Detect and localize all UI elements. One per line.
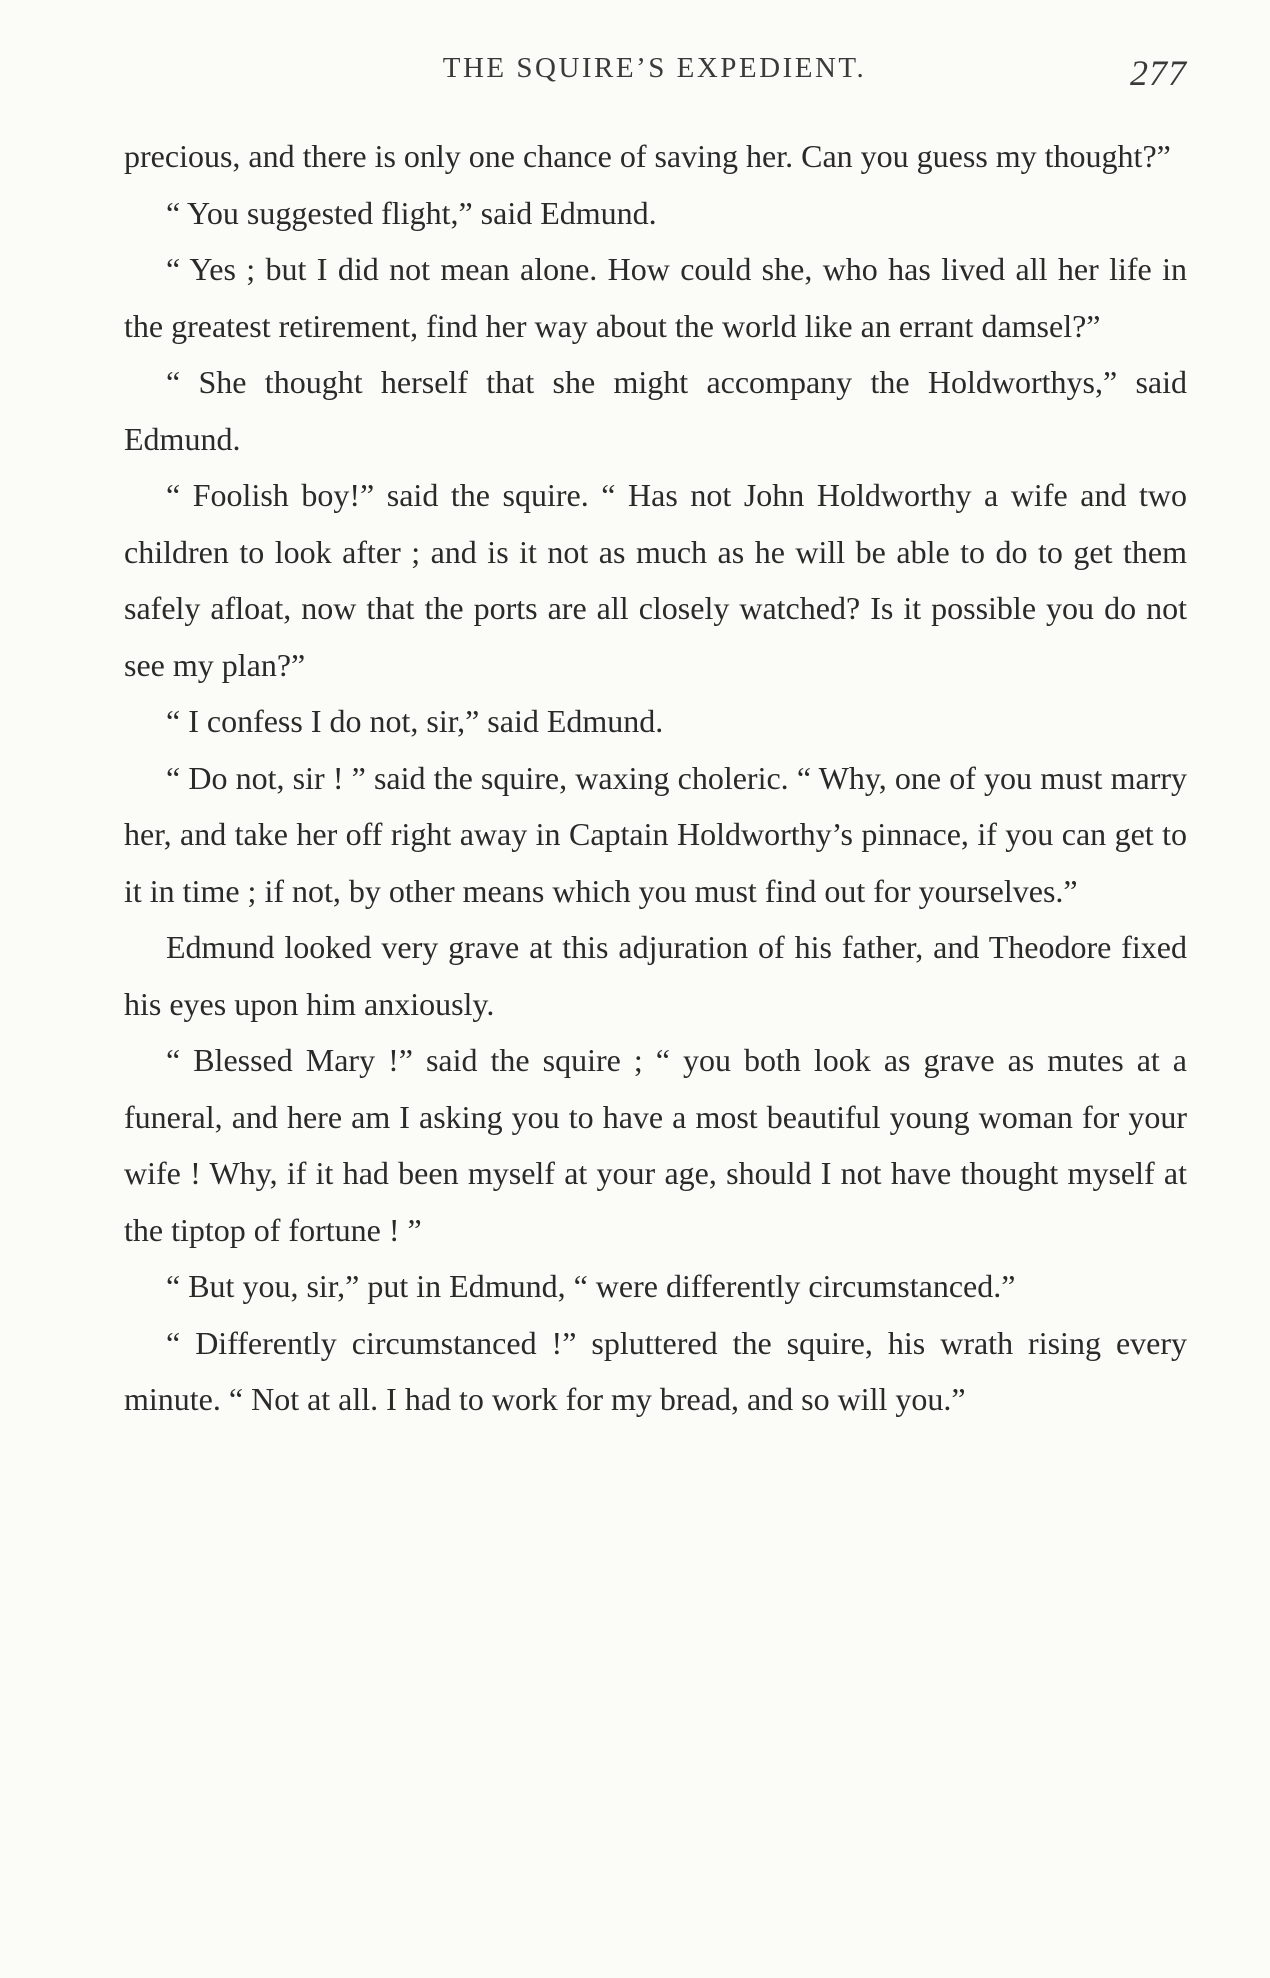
paragraph: “ Do not, sir ! ” said the squire, waxing choleric. “ Why, one of you must marry her, and take her off right away in Captain Holdworthy’s pinnace, if you can get to it in time ; if not, by other means which you must find out for yourselves.”: [124, 759, 1187, 909]
paragraph: Edmund looked very grave at this adjuration of his father, and Theodore fixed his eyes upon him anxiously.: [124, 929, 1187, 1022]
running-head: [122, 52, 1187, 92]
paragraph: “ Differently circumstanced !” spluttered the squire, his wrath rising every minute. “ Not at all. I had to work for my bread, and so will you.”: [124, 1324, 1187, 1417]
body-text: [124, 128, 1187, 1428]
page-number: 277: [1130, 53, 1187, 93]
paragraph: “ But you, sir,” put in Edmund, “ were differently circumstanced.”: [166, 1268, 1016, 1304]
paragraph-continued: precious, and there is only one chance of saving her. Can you guess my thought?”: [124, 138, 1171, 174]
running-title: THE SQUIRE’S EXPEDIENT.: [442, 52, 867, 84]
paragraph: “ Yes ; but I did not mean alone. How could she, who has lived all her life in the greatest retirement, find her way about the world like an errant damsel?”: [124, 251, 1187, 344]
paragraph: “ I confess I do not, sir,” said Edmund.: [166, 703, 664, 739]
paragraph: “ You suggested flight,” said Edmund.: [166, 194, 657, 231]
paragraph: “ She thought herself that she might accompany the Holdworthys,” said Edmund.: [124, 364, 1187, 457]
paragraph: “ Foolish boy!” said the squire. “ Has not John Holdworthy a wife and two children to look after ; and is it not as much as he will be able to do to get them safely afloat, now that the ports are all closely watched? Is it possible you do not see my plan?”: [124, 477, 1187, 683]
paragraph: “ Blessed Mary !” said the squire ; “ you both look as grave as mutes at a funeral, and here am I asking you to have a most beautiful young woman for your wife ! Why, if it had been myself at your age, should I not have thought myself at the tiptop of fortune ! ”: [124, 1042, 1187, 1248]
